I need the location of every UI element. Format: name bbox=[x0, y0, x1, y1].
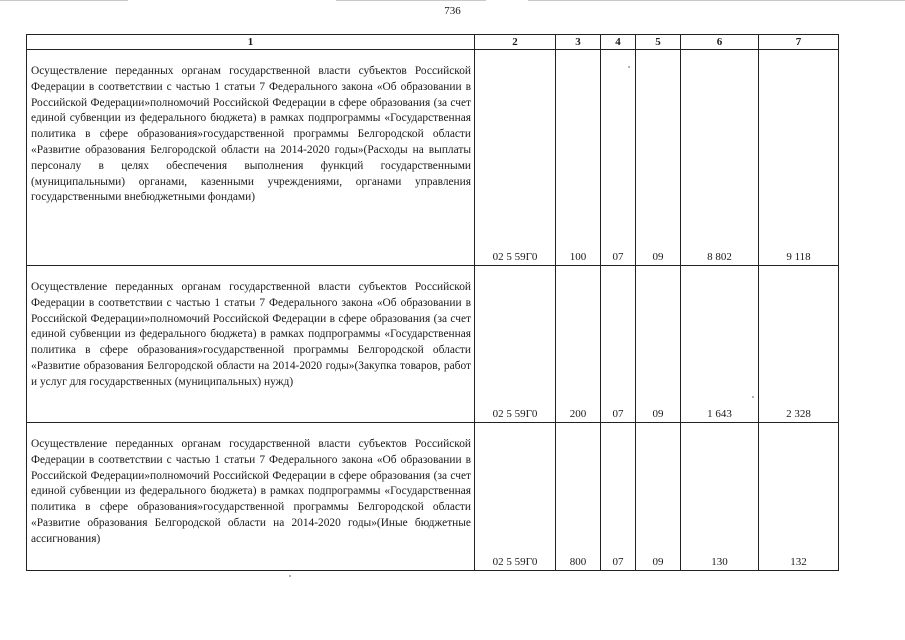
row-description: Осуществление переданных органам государственной власти субъектов Российской Федерации в соответствии с частью 1 статьи 7 Федерального закона «Об образовании в Российской Федерации»полномочий Российской Федерации в сфере образования (за счет единой субвенции из федерального бюджета) в рамках подпрограммы «Государственная политика в сфере образования»государственной программы Белгородской области «Развитие образования Белгородской области на 2014-2020 годы»(Иные бюджетные ассигнования) bbox=[27, 423, 475, 571]
column-header: 4 bbox=[601, 35, 636, 50]
row-description: Осуществление переданных органам государственной власти субъектов Российской Федерации в соответствии с частью 1 статьи 7 Федерального закона «Об образовании в Российской Федерации»полномочий Российской Федерации в сфере образования (за счет единой субвенции из федерального бюджета) в рамках подпрограммы «Государственная политика в сфере образования»государственной программы Белгородской области «Развитие образования Белгородской области на 2014-2020 годы»(Закупка товаров, работ и услуг для государственных (муниципальных) нужд) bbox=[27, 266, 475, 423]
row-amount-col6: 8 802 bbox=[681, 50, 759, 266]
row-section: 07 bbox=[601, 50, 636, 266]
row-section: 07 bbox=[601, 266, 636, 423]
page-number: 736 bbox=[444, 5, 461, 17]
column-header: 2 bbox=[475, 35, 556, 50]
table-row bbox=[27, 423, 839, 571]
table-header-row bbox=[27, 35, 839, 50]
scan-edge-line bbox=[0, 0, 128, 1]
row-target-code: 02 5 59Г0 bbox=[475, 266, 556, 423]
row-amount-col7: 9 118 bbox=[759, 50, 839, 266]
row-target-code: 02 5 59Г0 bbox=[475, 423, 556, 571]
row-amount-col7: 2 328 bbox=[759, 266, 839, 423]
row-expense-type: 200 bbox=[556, 266, 601, 423]
column-header: 7 bbox=[759, 35, 839, 50]
row-amount-col6: 1 643 bbox=[681, 266, 759, 423]
column-header: 6 bbox=[681, 35, 759, 50]
scan-speck bbox=[628, 66, 630, 68]
scan-speck bbox=[752, 396, 754, 398]
row-target-code: 02 5 59Г0 bbox=[475, 50, 556, 266]
scan-speck bbox=[289, 575, 291, 577]
row-expense-type: 100 bbox=[556, 50, 601, 266]
table-row bbox=[27, 266, 839, 423]
row-subsection: 09 bbox=[636, 423, 681, 571]
scan-edge-line bbox=[528, 0, 905, 1]
row-subsection: 09 bbox=[636, 266, 681, 423]
row-amount-col7: 132 bbox=[759, 423, 839, 571]
row-description: Осуществление переданных органам государственной власти субъектов Российской Федерации в соответствии с частью 1 статьи 7 Федерального закона «Об образовании в Российской Федерации»полномочий Российской Федерации в сфере образования (за счет единой субвенции из федерального бюджета) в рамках подпрограммы «Государственная политика в сфере образования»государственной программы Белгородской области «Развитие образования Белгородской области на 2014-2020 годы»(Расходы на выплаты персоналу в целях обеспечения выполнения функций государственными (муниципальными) органами, казенными учреждениями, органами управления государственными внебюджетными фондами) bbox=[27, 50, 475, 266]
budget-table bbox=[26, 34, 839, 571]
row-subsection: 09 bbox=[636, 50, 681, 266]
row-section: 07 bbox=[601, 423, 636, 571]
row-amount-col6: 130 bbox=[681, 423, 759, 571]
row-expense-type: 800 bbox=[556, 423, 601, 571]
table-row bbox=[27, 50, 839, 266]
column-header: 3 bbox=[556, 35, 601, 50]
column-header: 1 bbox=[27, 35, 475, 50]
scan-edge-line bbox=[336, 0, 486, 1]
column-header: 5 bbox=[636, 35, 681, 50]
